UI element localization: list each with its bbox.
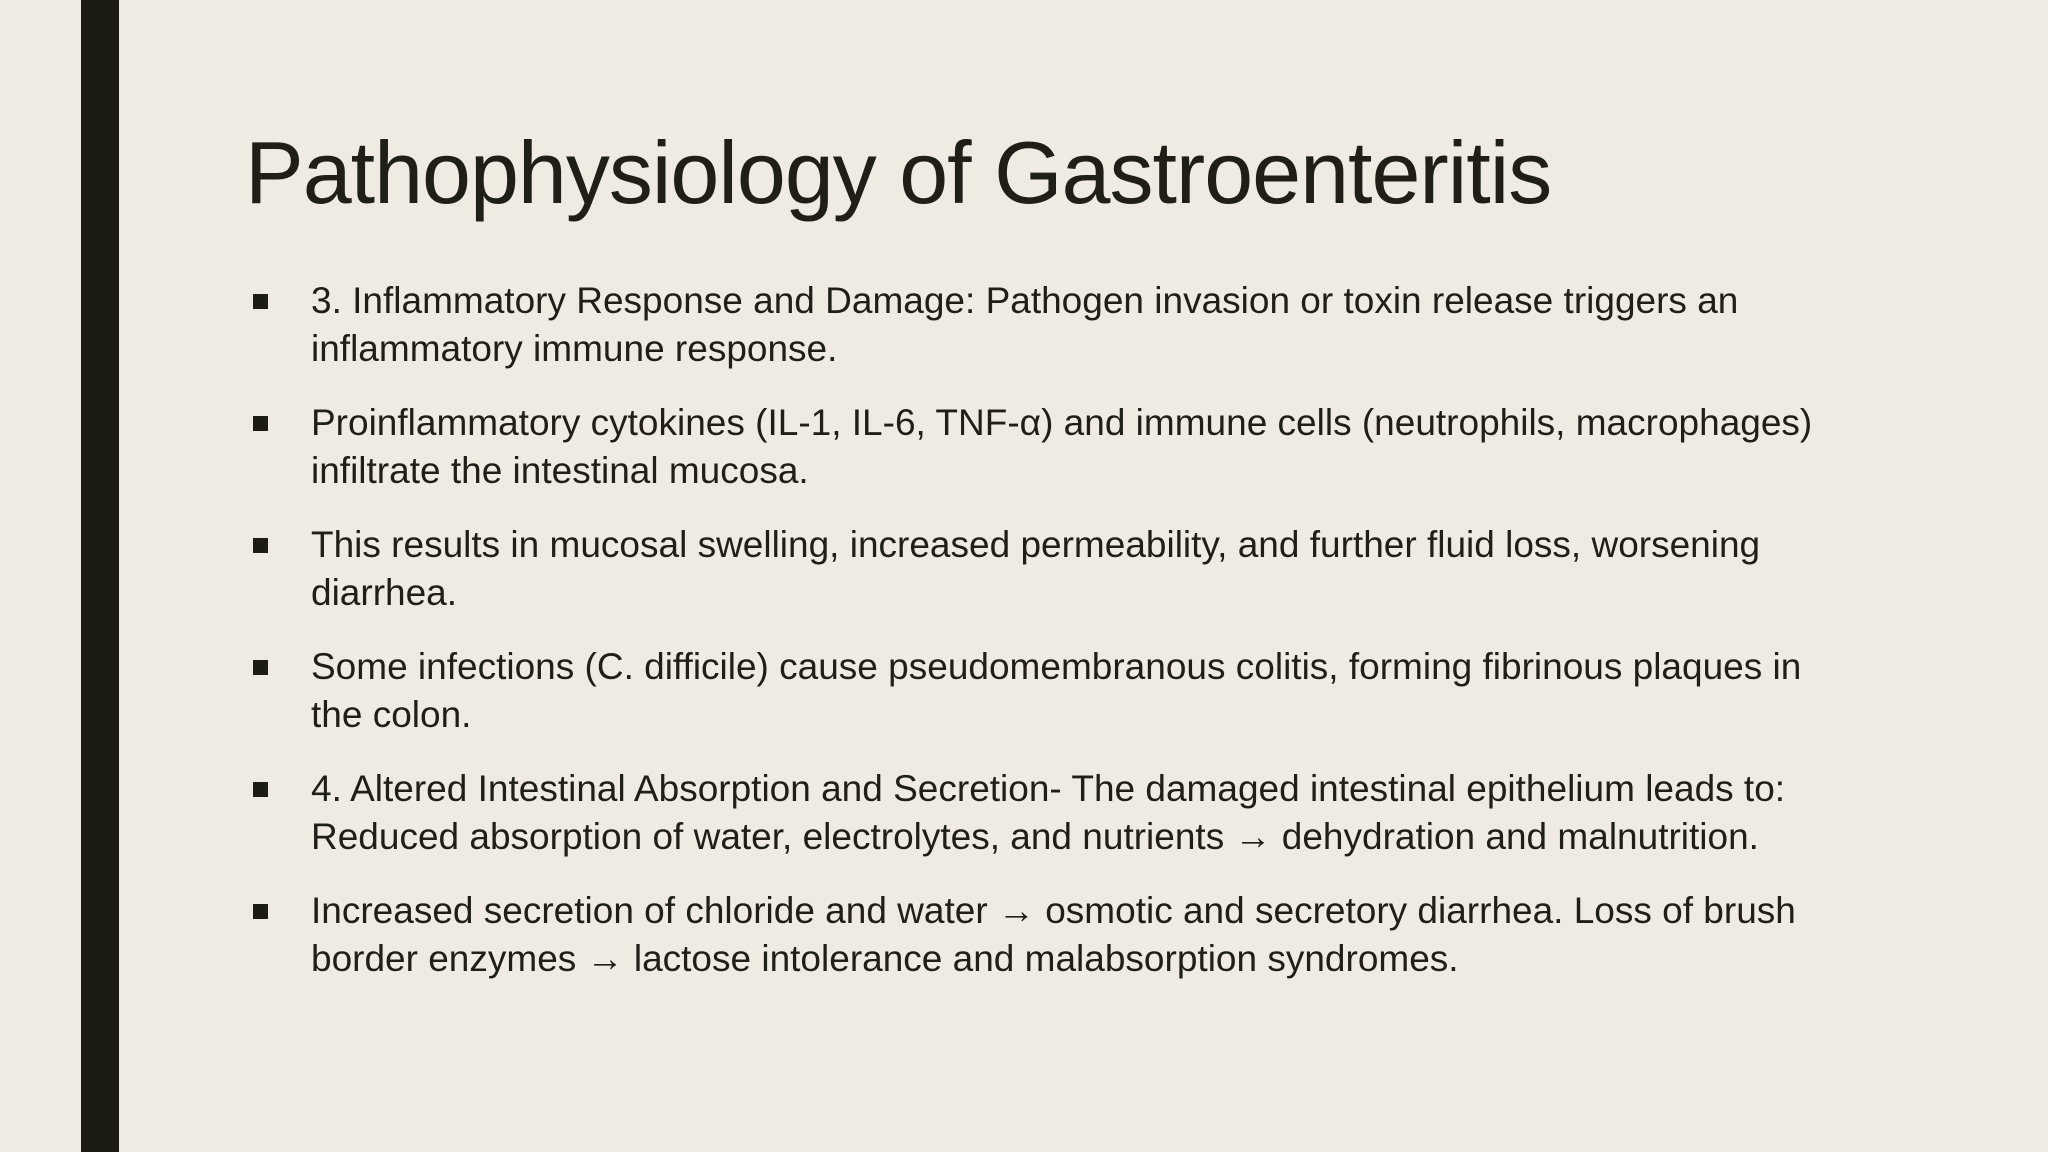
square-bullet-icon (253, 416, 268, 431)
square-bullet-icon (253, 294, 268, 309)
bullet-item (245, 643, 1845, 739)
bullet-text: Increased secretion of chloride and water → osmotic and secretory diarrhea. Loss of brush border enzymes → lactose intolerance and malabsorption syndromes. (311, 890, 1796, 979)
square-bullet-icon (253, 782, 268, 797)
left-accent-bar (81, 0, 119, 1152)
bullet-item (245, 399, 1845, 495)
bullet-item (245, 521, 1845, 617)
bullet-text: Proinflammatory cytokines (IL-1, IL-6, TNF-α) and immune cells (neutrophils, macrophages) infiltrate the intestinal mucosa. (311, 402, 1813, 491)
bullet-item (245, 277, 1845, 373)
bullet-text: Some infections (C. difficile) cause pseudomembranous colitis, forming fibrinous plaques in the colon. (311, 646, 1802, 735)
bullet-item (245, 887, 1845, 983)
bullet-text: 4. Altered Intestinal Absorption and Secretion- The damaged intestinal epithelium leads to: Reduced absorption of water, electrolytes, and nutrients → dehydration and malnutrition. (311, 768, 1786, 857)
bullet-item (245, 765, 1845, 861)
bullet-list (245, 277, 1845, 1009)
slide-title: Pathophysiology of Gastroenteritis (245, 123, 1552, 222)
square-bullet-icon (253, 660, 268, 675)
square-bullet-icon (253, 538, 268, 553)
bullet-text: 3. Inflammatory Response and Damage: Pathogen invasion or toxin release triggers an inflammatory immune response. (311, 280, 1739, 369)
square-bullet-icon (253, 904, 268, 919)
bullet-text: This results in mucosal swelling, increased permeability, and further fluid loss, worsening diarrhea. (311, 524, 1761, 613)
